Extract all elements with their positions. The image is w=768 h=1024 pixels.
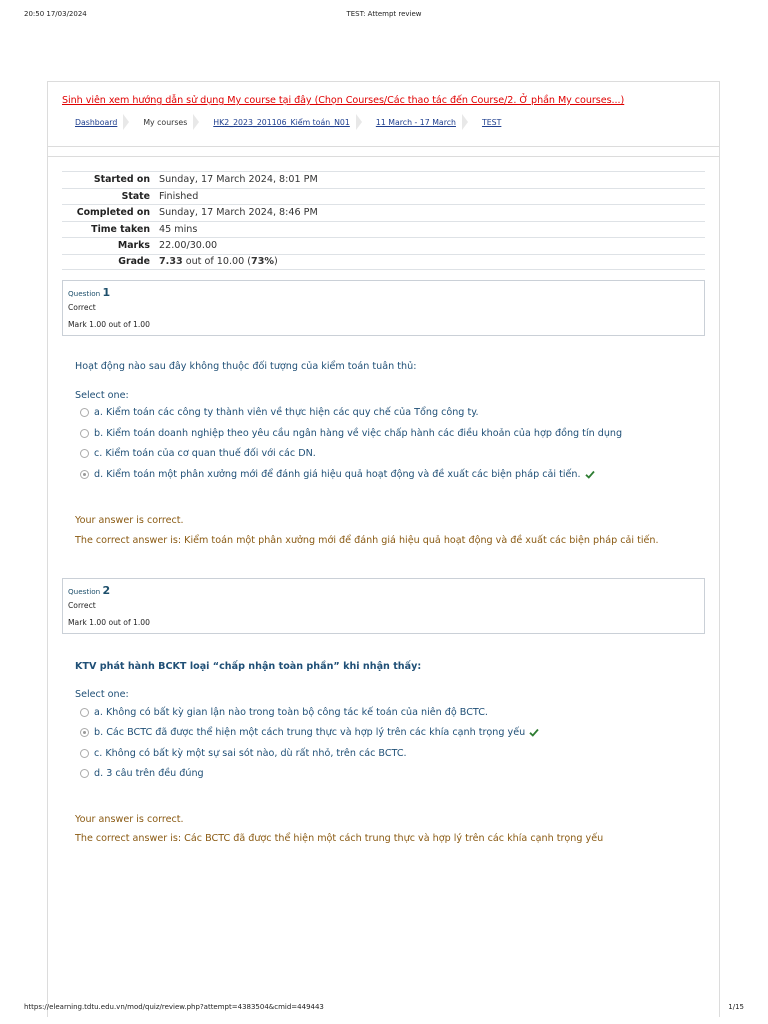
course-notice-link[interactable]: Sinh viên xem hướng dẫn sử dụng My course tại đây (Chọn Courses/Các thao tác đến Course/2. Ở phần My courses...)	[62, 95, 625, 106]
summary-row-marks	[62, 237, 705, 254]
question-state: Correct	[68, 303, 96, 312]
question-text: KTV phát hành BCKT loại “chấp nhận toàn phần” khi nhận thấy:	[75, 661, 422, 672]
question-mark: Mark 1.00 out of 1.00	[68, 618, 150, 627]
question-number	[68, 584, 110, 597]
question-number-value: 2	[102, 584, 111, 597]
summary-value	[159, 256, 278, 267]
summary-label: State	[121, 190, 150, 202]
answer-label: a. Kiểm toán các công ty thành viên về thực hiện các quy chế của Tổng công ty.	[94, 407, 479, 418]
question-info-1	[62, 280, 705, 336]
answer-label: c. Không có bất kỳ một sự sai sót nào, dù rất nhỏ, trên các BCTC.	[94, 748, 407, 759]
breadcrumb-section[interactable]: 11 March - 17 March	[375, 117, 456, 127]
radio-button[interactable]	[80, 429, 89, 438]
breadcrumb-separator-icon	[356, 114, 363, 130]
answer-option[interactable]	[80, 707, 488, 718]
grade-percent: 73%	[251, 256, 275, 268]
radio-button-checked[interactable]	[80, 728, 89, 737]
radio-button[interactable]	[80, 449, 89, 458]
answer-option[interactable]	[80, 448, 316, 459]
grade-out-of: out of 10.00 (	[182, 256, 252, 268]
summary-value: Sunday, 17 March 2024, 8:46 PM	[159, 207, 318, 219]
answer-option[interactable]	[80, 768, 204, 779]
print-datetime: 20:50 17/03/2024	[24, 10, 87, 18]
print-page-number: 1/15	[728, 1003, 744, 1011]
correct-check-icon	[529, 728, 538, 737]
summary-value: 22.00/30.00	[159, 240, 218, 252]
breadcrumb-separator-icon	[123, 114, 130, 130]
correct-answer-text: The correct answer is: Các BCTC đã được thể hiện một cách trung thực và hợp lý trên các khía cạnh trọng yếu	[75, 833, 604, 844]
answer-option[interactable]	[80, 407, 479, 418]
answer-feedback: Your answer is correct.	[75, 515, 184, 526]
breadcrumb-my-courses: My courses	[143, 117, 188, 127]
summary-label: Time taken	[91, 223, 150, 235]
summary-label: Marks	[117, 240, 150, 252]
summary-label: Started on	[93, 174, 150, 186]
attempt-summary-table	[62, 171, 705, 270]
question-info-2	[62, 578, 705, 634]
question-state: Correct	[68, 601, 96, 610]
page-header	[47, 81, 720, 147]
grade-close: )	[274, 256, 278, 268]
summary-row-state	[62, 188, 705, 205]
summary-value: 45 mins	[159, 223, 198, 235]
question-text: Hoạt động nào sau đây không thuộc đối tượng của kiểm toán tuân thủ:	[75, 361, 417, 372]
radio-button[interactable]	[80, 769, 89, 778]
breadcrumb-separator-icon	[462, 114, 469, 130]
answer-label: d. Kiểm toán một phân xưởng mới để đánh giá hiệu quả hoạt động và đề xuất các biện pháp cải tiến.	[94, 469, 581, 480]
radio-button[interactable]	[80, 408, 89, 417]
summary-label: Grade	[118, 256, 150, 268]
grade-value: 7.33	[159, 256, 183, 268]
answer-feedback: Your answer is correct.	[75, 814, 184, 825]
answer-label: b. Kiểm toán doanh nghiệp theo yêu cầu ngân hàng về việc chấp hành các điều khoản của hợp đồng tín dụng	[94, 428, 623, 439]
print-url: https://elearning.tdtu.edu.vn/mod/quiz/review.php?attempt=4383504&cmid=449443	[24, 1003, 324, 1011]
question-label: Question	[68, 587, 101, 596]
correct-answer-text: The correct answer is: Kiểm toán một phân xưởng mới để đánh giá hiệu quả hoạt động và đề xuất các biện pháp cải tiến.	[75, 535, 659, 546]
question-mark: Mark 1.00 out of 1.00	[68, 320, 150, 329]
answer-option-selected[interactable]	[80, 727, 538, 738]
breadcrumb-separator-icon	[193, 114, 200, 130]
select-one-label: Select one:	[75, 689, 129, 700]
answer-option[interactable]	[80, 428, 622, 439]
question-number	[68, 286, 110, 299]
answer-label: b. Các BCTC đã được thể hiện một cách trung thực và hợp lý trên các khía cạnh trọng yếu	[94, 727, 526, 738]
question-label: Question	[68, 289, 101, 298]
summary-row-time	[62, 221, 705, 238]
print-title: TEST: Attempt review	[346, 10, 422, 18]
radio-button-checked[interactable]	[80, 470, 89, 479]
question-number-value: 1	[102, 286, 111, 299]
summary-value: Finished	[159, 190, 199, 202]
answer-label: d. 3 câu trên đều đúng	[94, 768, 204, 779]
breadcrumb-dashboard[interactable]: Dashboard	[75, 117, 118, 127]
answer-option-selected[interactable]	[80, 469, 594, 480]
radio-button[interactable]	[80, 708, 89, 717]
summary-value: Sunday, 17 March 2024, 8:01 PM	[159, 174, 318, 186]
answer-label: c. Kiểm toán của cơ quan thuế đối với các DN.	[94, 448, 316, 459]
summary-row-started	[62, 171, 705, 188]
radio-button[interactable]	[80, 749, 89, 758]
correct-check-icon	[585, 470, 594, 479]
answer-label: a. Không có bất kỳ gian lận nào trong toàn bộ công tác kế toán của niên độ BCTC.	[94, 707, 488, 718]
breadcrumb-course[interactable]: HK2_2023_201106_Kiểm toán_N01	[213, 117, 350, 127]
select-one-label: Select one:	[75, 390, 129, 401]
summary-row-completed	[62, 204, 705, 221]
answer-option[interactable]	[80, 748, 407, 759]
breadcrumb-test[interactable]: TEST	[481, 117, 502, 127]
summary-row-grade	[62, 254, 705, 271]
summary-label: Completed on	[76, 207, 150, 219]
breadcrumb	[62, 114, 507, 130]
